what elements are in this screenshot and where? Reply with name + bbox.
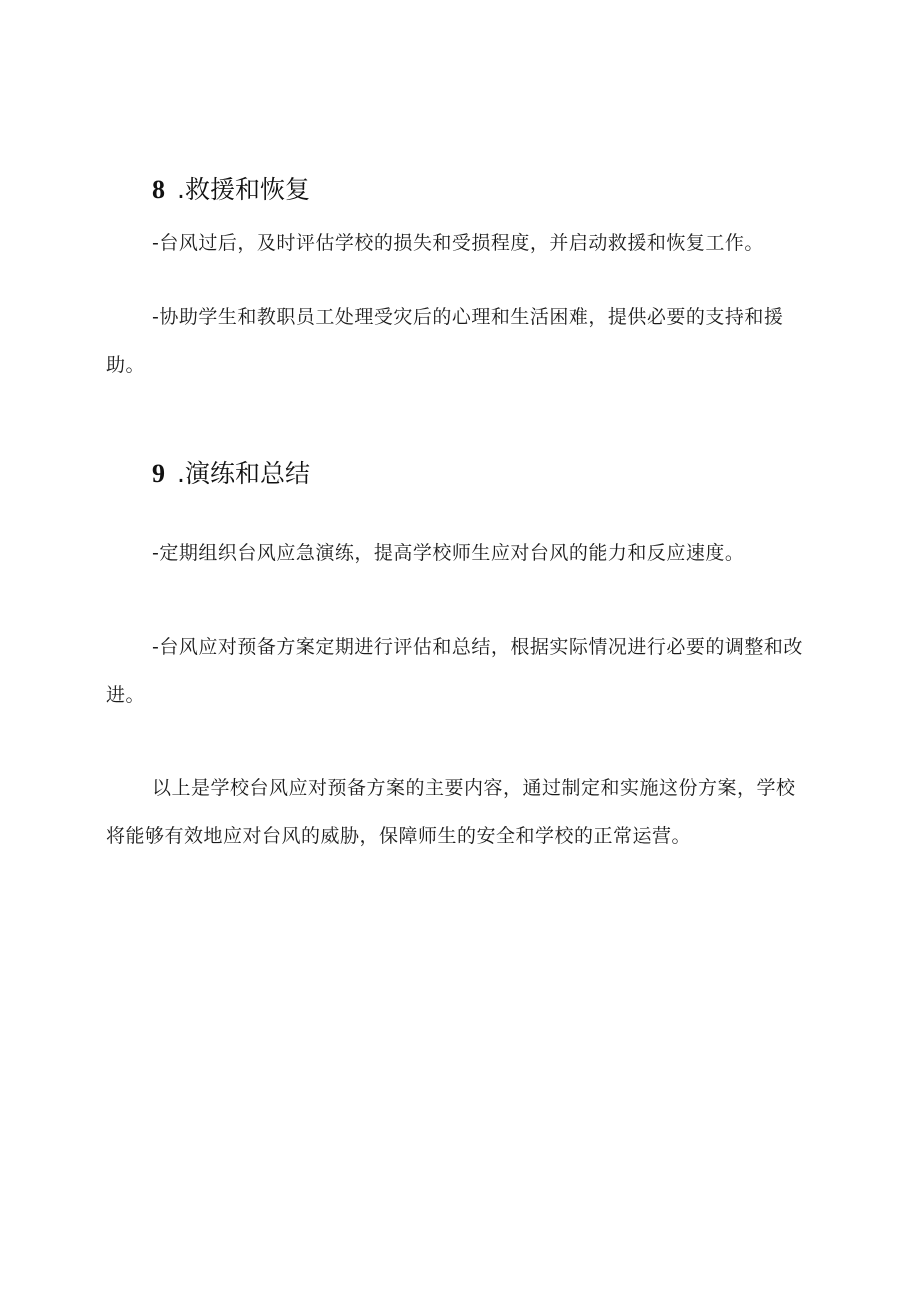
section-8-paragraph-1: -台风过后，及时评估学校的损失和受损程度，并启动救援和恢复工作。 <box>152 232 764 254</box>
section-9-number: 9 <box>152 459 165 488</box>
section-8-title: .救援和恢复 <box>177 175 310 204</box>
section-9-title: .演练和总结 <box>177 459 310 488</box>
section-8-heading <box>152 175 310 205</box>
section-9-paragraph-1: -定期组织台风应急演练，提高学校师生应对台风的能力和反应速度。 <box>152 542 745 564</box>
section-8-paragraph-2: -协助学生和教职员工处理受灾后的心理和生活困难，提供必要的支持和援助。 <box>106 306 784 376</box>
conclusion-paragraph: 以上是学校台风应对预备方案的主要内容，通过制定和实施这份方案，学校将能够有效地应对台风的威胁，保障师生的安全和学校的正常运营。 <box>106 777 796 847</box>
section-8-number: 8 <box>152 175 165 204</box>
section-9-paragraph-2: -台风应对预备方案定期进行评估和总结，根据实际情况进行必要的调整和改进。 <box>106 636 803 706</box>
section-9-heading <box>152 459 310 489</box>
